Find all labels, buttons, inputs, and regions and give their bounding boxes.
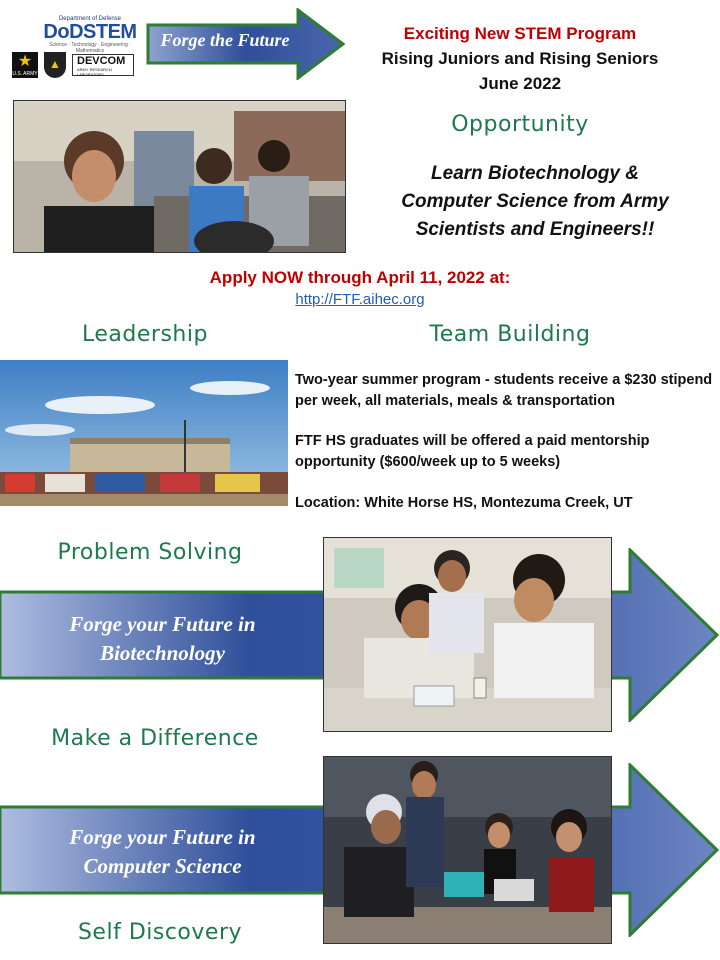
devcom-name: DEVCOM [77, 55, 126, 67]
biotech-label [30, 610, 295, 668]
apply-deadline: Apply NOW through April 11, 2022 at: [209, 268, 511, 287]
program-headline: Exciting New STEM Program [403, 24, 637, 43]
army-label: U.S. ARMY [12, 71, 38, 77]
keyword-opportunity: Opportunity [451, 112, 589, 137]
tagline-line-3: Scientists and Engineers!! [415, 219, 655, 240]
program-audience: Rising Juniors and Rising Seniors [381, 49, 659, 68]
biotech-label-line-2: Biotechnology [100, 641, 225, 665]
school-photo [0, 360, 288, 506]
info-location: Location: White Horse HS, Montezuma Creek, UT [295, 495, 633, 511]
program-date: June 2022 [478, 74, 562, 93]
info-mentorship: FTF HS graduates will be offered a paid mentorship opportunity ($600/week up to 5 weeks) [295, 433, 650, 470]
banner-label: Forge the Future [160, 30, 290, 50]
keyword-leadership: Leadership [82, 322, 208, 347]
computer-science-label [30, 823, 295, 881]
army-star-logo: ★ U.S. ARMY [12, 53, 38, 77]
devcom-logo [72, 54, 134, 76]
dodstem-logo [40, 16, 140, 54]
biotech-label-line-1: Forge your Future in [69, 612, 256, 636]
devcom-subtitle: ARMY RESEARCH LABORATORY [77, 67, 112, 77]
computer-lab-photo [323, 756, 612, 944]
apply-link[interactable]: http://FTF.aihec.org [295, 291, 425, 308]
keyword-team-building: Team Building [429, 322, 591, 347]
keyword-make-difference: Make a Difference [51, 726, 259, 751]
cs-label-line-2: Computer Science [83, 854, 242, 878]
keyword-problem-solving: Problem Solving [57, 540, 243, 565]
tagline-line-2: Computer Science from Army [401, 191, 669, 212]
classroom-photo [13, 100, 346, 253]
tagline-line-1: Learn Biotechnology & [431, 163, 639, 184]
program-tagline [370, 160, 700, 244]
dodstem-name: DoDSTEM [43, 21, 137, 43]
keyword-self-discovery: Self Discovery [77, 920, 243, 945]
shield-logo: ▲ [44, 52, 66, 78]
dodstem-top-text: Department of Defense [58, 16, 122, 22]
info-stipend: Two-year summer program - students receive a $230 stipend per week, all materials, meals & transportation [295, 372, 713, 409]
dodstem-tagline: Science · Technology · Engineering · Mathematics [49, 42, 131, 54]
cs-label-line-1: Forge your Future in [69, 825, 256, 849]
lab-students-photo [323, 537, 612, 732]
